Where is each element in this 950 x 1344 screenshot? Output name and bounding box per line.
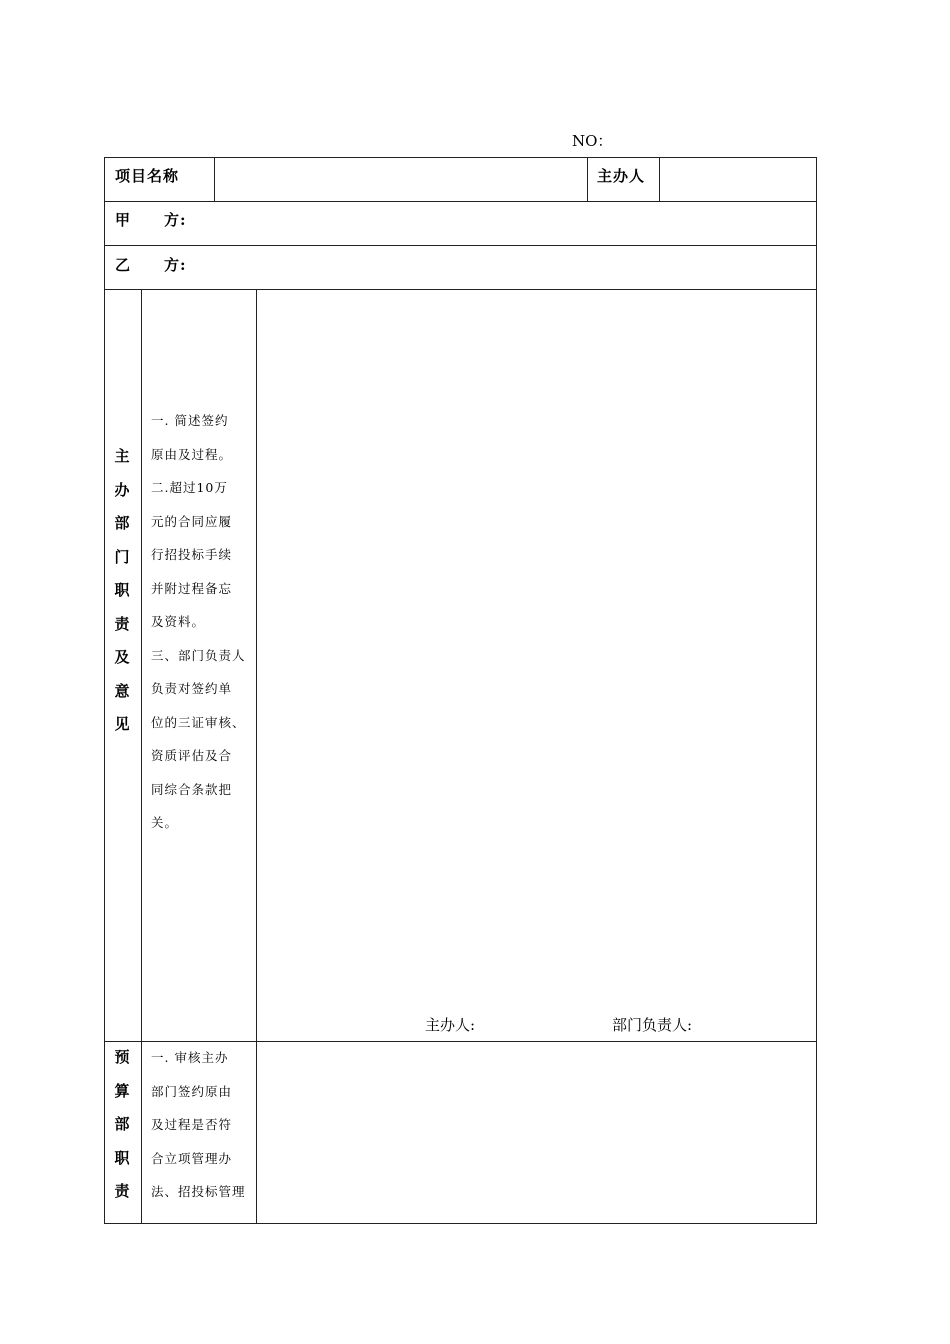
budget-dept-title-char: 责 xyxy=(114,1182,130,1200)
section-divider-a xyxy=(141,289,142,1224)
party-a-label-suffix: 方: xyxy=(164,211,187,229)
sponsor-field[interactable] xyxy=(660,158,816,201)
budget-dept-title-char: 职 xyxy=(114,1148,130,1167)
table-border-right xyxy=(816,157,817,1224)
party-b-label-char: 乙 xyxy=(115,256,132,274)
host-dept-title-char: 门 xyxy=(114,547,130,566)
budget-dept-title xyxy=(112,1041,132,1209)
budget-dept-note-line: 合立项管理办 xyxy=(151,1150,233,1166)
host-dept-note-line: 位的三证审核、 xyxy=(151,714,246,730)
host-dept-note-line: 负责对签约单 xyxy=(151,681,233,696)
project-name-label: 项目名称 xyxy=(115,167,180,185)
host-dept-title xyxy=(112,440,132,742)
row1-divider-b xyxy=(587,157,588,201)
table-border-bottom xyxy=(104,1223,817,1224)
budget-dept-note-line: 一. 审核主办 xyxy=(151,1050,229,1065)
budget-dept-opinion-field[interactable] xyxy=(257,1042,816,1223)
sponsor-label: 主办人 xyxy=(597,167,646,185)
host-dept-note-line: 二.超过10万 xyxy=(151,480,228,495)
budget-dept-notes xyxy=(151,1041,246,1209)
host-dept-title-char: 办 xyxy=(114,480,130,499)
party-a-field[interactable] xyxy=(200,202,816,245)
host-dept-note-line: 元的合同应履 xyxy=(151,513,233,529)
party-b-field[interactable] xyxy=(200,246,816,289)
host-dept-note-line: 三、部门负责人 xyxy=(151,647,246,663)
host-dept-title-char: 主 xyxy=(114,447,130,465)
host-dept-title-char: 见 xyxy=(114,715,130,733)
budget-dept-note-line: 部门签约原由 xyxy=(151,1083,233,1099)
party-a-label-char: 甲 xyxy=(115,211,132,229)
host-dept-note-line: 并附过程备忘 xyxy=(151,580,233,596)
host-dept-notes xyxy=(151,404,246,840)
party-b-label-suffix: 方: xyxy=(164,256,187,274)
budget-dept-note-line: 及过程是否符 xyxy=(151,1117,233,1132)
budget-dept-title-char: 部 xyxy=(114,1115,130,1133)
budget-dept-note-line: 法、招投标管理 xyxy=(151,1184,246,1199)
form-number-label: NO： xyxy=(572,132,613,150)
host-dept-opinion-field[interactable] xyxy=(257,290,816,1010)
budget-dept-title-char: 预 xyxy=(114,1048,130,1066)
host-dept-title-char: 意 xyxy=(114,681,130,700)
host-dept-note-line: 关。 xyxy=(151,815,179,830)
dept-head-signature-label: 部门负责人: xyxy=(612,1016,693,1034)
host-dept-title-char: 及 xyxy=(114,648,130,666)
host-dept-note-line: 资质评估及合 xyxy=(151,748,233,763)
host-dept-note-line: 一. 简述签约 xyxy=(151,413,229,428)
host-dept-title-char: 部 xyxy=(114,514,130,532)
table-border-left xyxy=(104,157,105,1224)
host-dept-title-char: 责 xyxy=(114,614,130,633)
host-dept-note-line: 及资料。 xyxy=(151,614,206,629)
host-signature-label: 主办人: xyxy=(425,1016,476,1034)
host-dept-note-line: 行招投标手续 xyxy=(151,547,233,562)
host-dept-title-char: 职 xyxy=(114,581,130,599)
host-dept-note-line: 原由及过程。 xyxy=(151,446,233,462)
host-dept-note-line: 同综合条款把 xyxy=(151,781,233,797)
project-name-field[interactable] xyxy=(215,158,587,201)
budget-dept-title-char: 算 xyxy=(114,1081,130,1100)
